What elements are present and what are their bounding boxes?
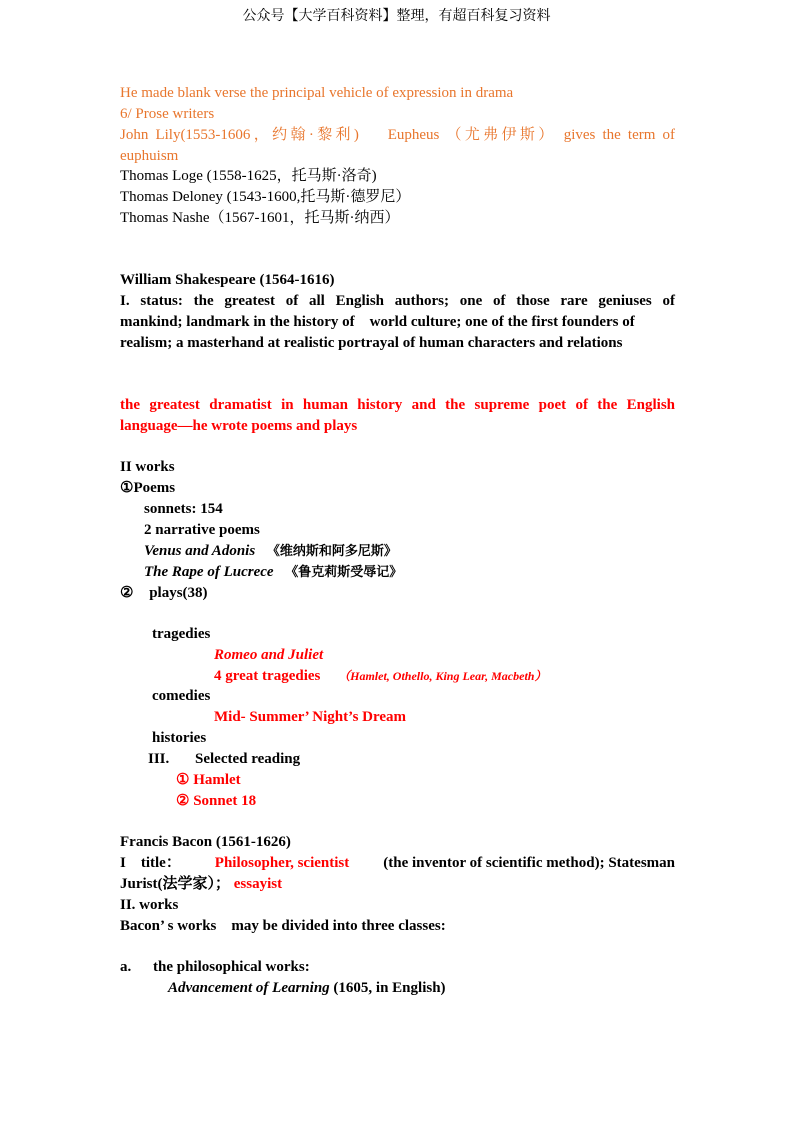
- hamlet-reading: ① Hamlet: [176, 772, 241, 788]
- rape-lucrece-cn: 《鲁克莉斯受辱记》: [285, 565, 403, 580]
- tragedies-heading: tragedies: [152, 626, 211, 642]
- john-lily-line: John Lily(1553-1606，约翰·黎利) Eupheus （尤弗伊斯） gives the term of: [120, 127, 675, 143]
- histories-heading: histories: [152, 730, 207, 746]
- bacon-works-heading: II. works: [120, 897, 179, 913]
- bacon-essayist: essayist: [233, 876, 283, 892]
- page-header: 公众号【大学百科资料】整理，有超百科复习资料: [242, 8, 551, 24]
- shakespeare-status-2: mankind; landmark in the history of world culture; one of the first founders of: [120, 314, 635, 330]
- rape-lucrece-line: [144, 562, 402, 583]
- venus-adonis-cn: 《维纳斯和阿多尼斯》: [266, 544, 397, 559]
- four-tragedies-label: 4 great tragedies: [214, 668, 321, 684]
- selected-reading-number: III.: [148, 751, 170, 767]
- sonnet18-reading: ② Sonnet 18: [176, 793, 257, 809]
- bacon-title-rest: (the inventor of scientific method); Statesman: [383, 855, 675, 871]
- blank-verse-line: He made blank verse the principal vehicle of expression in drama: [120, 85, 514, 101]
- bacon-title-label: I title：: [120, 855, 181, 871]
- advancement-rest: (1605, in English): [333, 980, 446, 996]
- poems-heading: ①Poems: [120, 480, 176, 496]
- venus-adonis-line: [144, 541, 397, 562]
- philosophical-works-line: [120, 957, 310, 978]
- philosophical-works-text: the philosophical works:: [153, 959, 310, 975]
- advancement-title: Advancement of Learning: [168, 980, 330, 996]
- euphuism-line: euphuism: [120, 148, 179, 164]
- thomas-loge-line: Thomas Loge (1558-1625，托马斯·洛奇): [120, 168, 377, 184]
- four-tragedies-list: （Hamlet, Othello, King Lear, Macbeth）: [338, 669, 547, 683]
- selected-reading-label: Selected reading: [195, 751, 301, 767]
- advancement-line: [168, 978, 446, 999]
- plays-line: [120, 583, 208, 604]
- works-heading: II works: [120, 459, 175, 475]
- philosophical-works-label: a.: [120, 959, 132, 975]
- greatest-dramatist-line-2: language—he wrote poems and plays: [120, 418, 358, 434]
- thomas-deloney-line: Thomas Deloney (1543-1600,托马斯·德罗尼）: [120, 189, 411, 205]
- plays-number: ②: [120, 585, 134, 601]
- plays-label: plays(38): [149, 585, 208, 601]
- narrative-poems-line: 2 narrative poems: [144, 522, 260, 538]
- venus-adonis-title: Venus and Adonis: [144, 543, 256, 559]
- thomas-nashe-line: Thomas Nashe（1567-1601，托马斯·纳西）: [120, 210, 400, 226]
- midsummer-line: Mid- Summer’ Night’s Dream: [214, 709, 407, 725]
- prose-writers-heading: 6/ Prose writers: [120, 106, 215, 122]
- greatest-dramatist-line-1: the greatest dramatist in human history and the supreme poet of the English: [120, 397, 675, 413]
- bacon-jurist: Jurist(法学家）；: [120, 876, 230, 892]
- bacon-jurist-line: [120, 874, 282, 895]
- comedies-heading: comedies: [152, 688, 211, 704]
- bacon-philosopher: Philosopher, scientist: [214, 855, 350, 871]
- romeo-juliet-line: Romeo and Juliet: [214, 647, 324, 663]
- bacon-title-line: [120, 853, 675, 874]
- sonnets-line: sonnets: 154: [144, 501, 223, 517]
- selected-reading-line: [148, 749, 300, 770]
- shakespeare-title: William Shakespeare (1564-1616): [120, 272, 335, 288]
- four-tragedies-line: [214, 666, 546, 687]
- bacon-title: Francis Bacon (1561-1626): [120, 834, 291, 850]
- shakespeare-status-1: I. status: the greatest of all English authors; one of those rare geniuses of: [120, 293, 675, 309]
- rape-lucrece-title: The Rape of Lucrece: [144, 564, 274, 580]
- shakespeare-status-3: realism; a masterhand at realistic portrayal of human characters and relations: [120, 335, 623, 351]
- bacon-classes-line: Bacon’ s works may be divided into three classes:: [120, 918, 446, 934]
